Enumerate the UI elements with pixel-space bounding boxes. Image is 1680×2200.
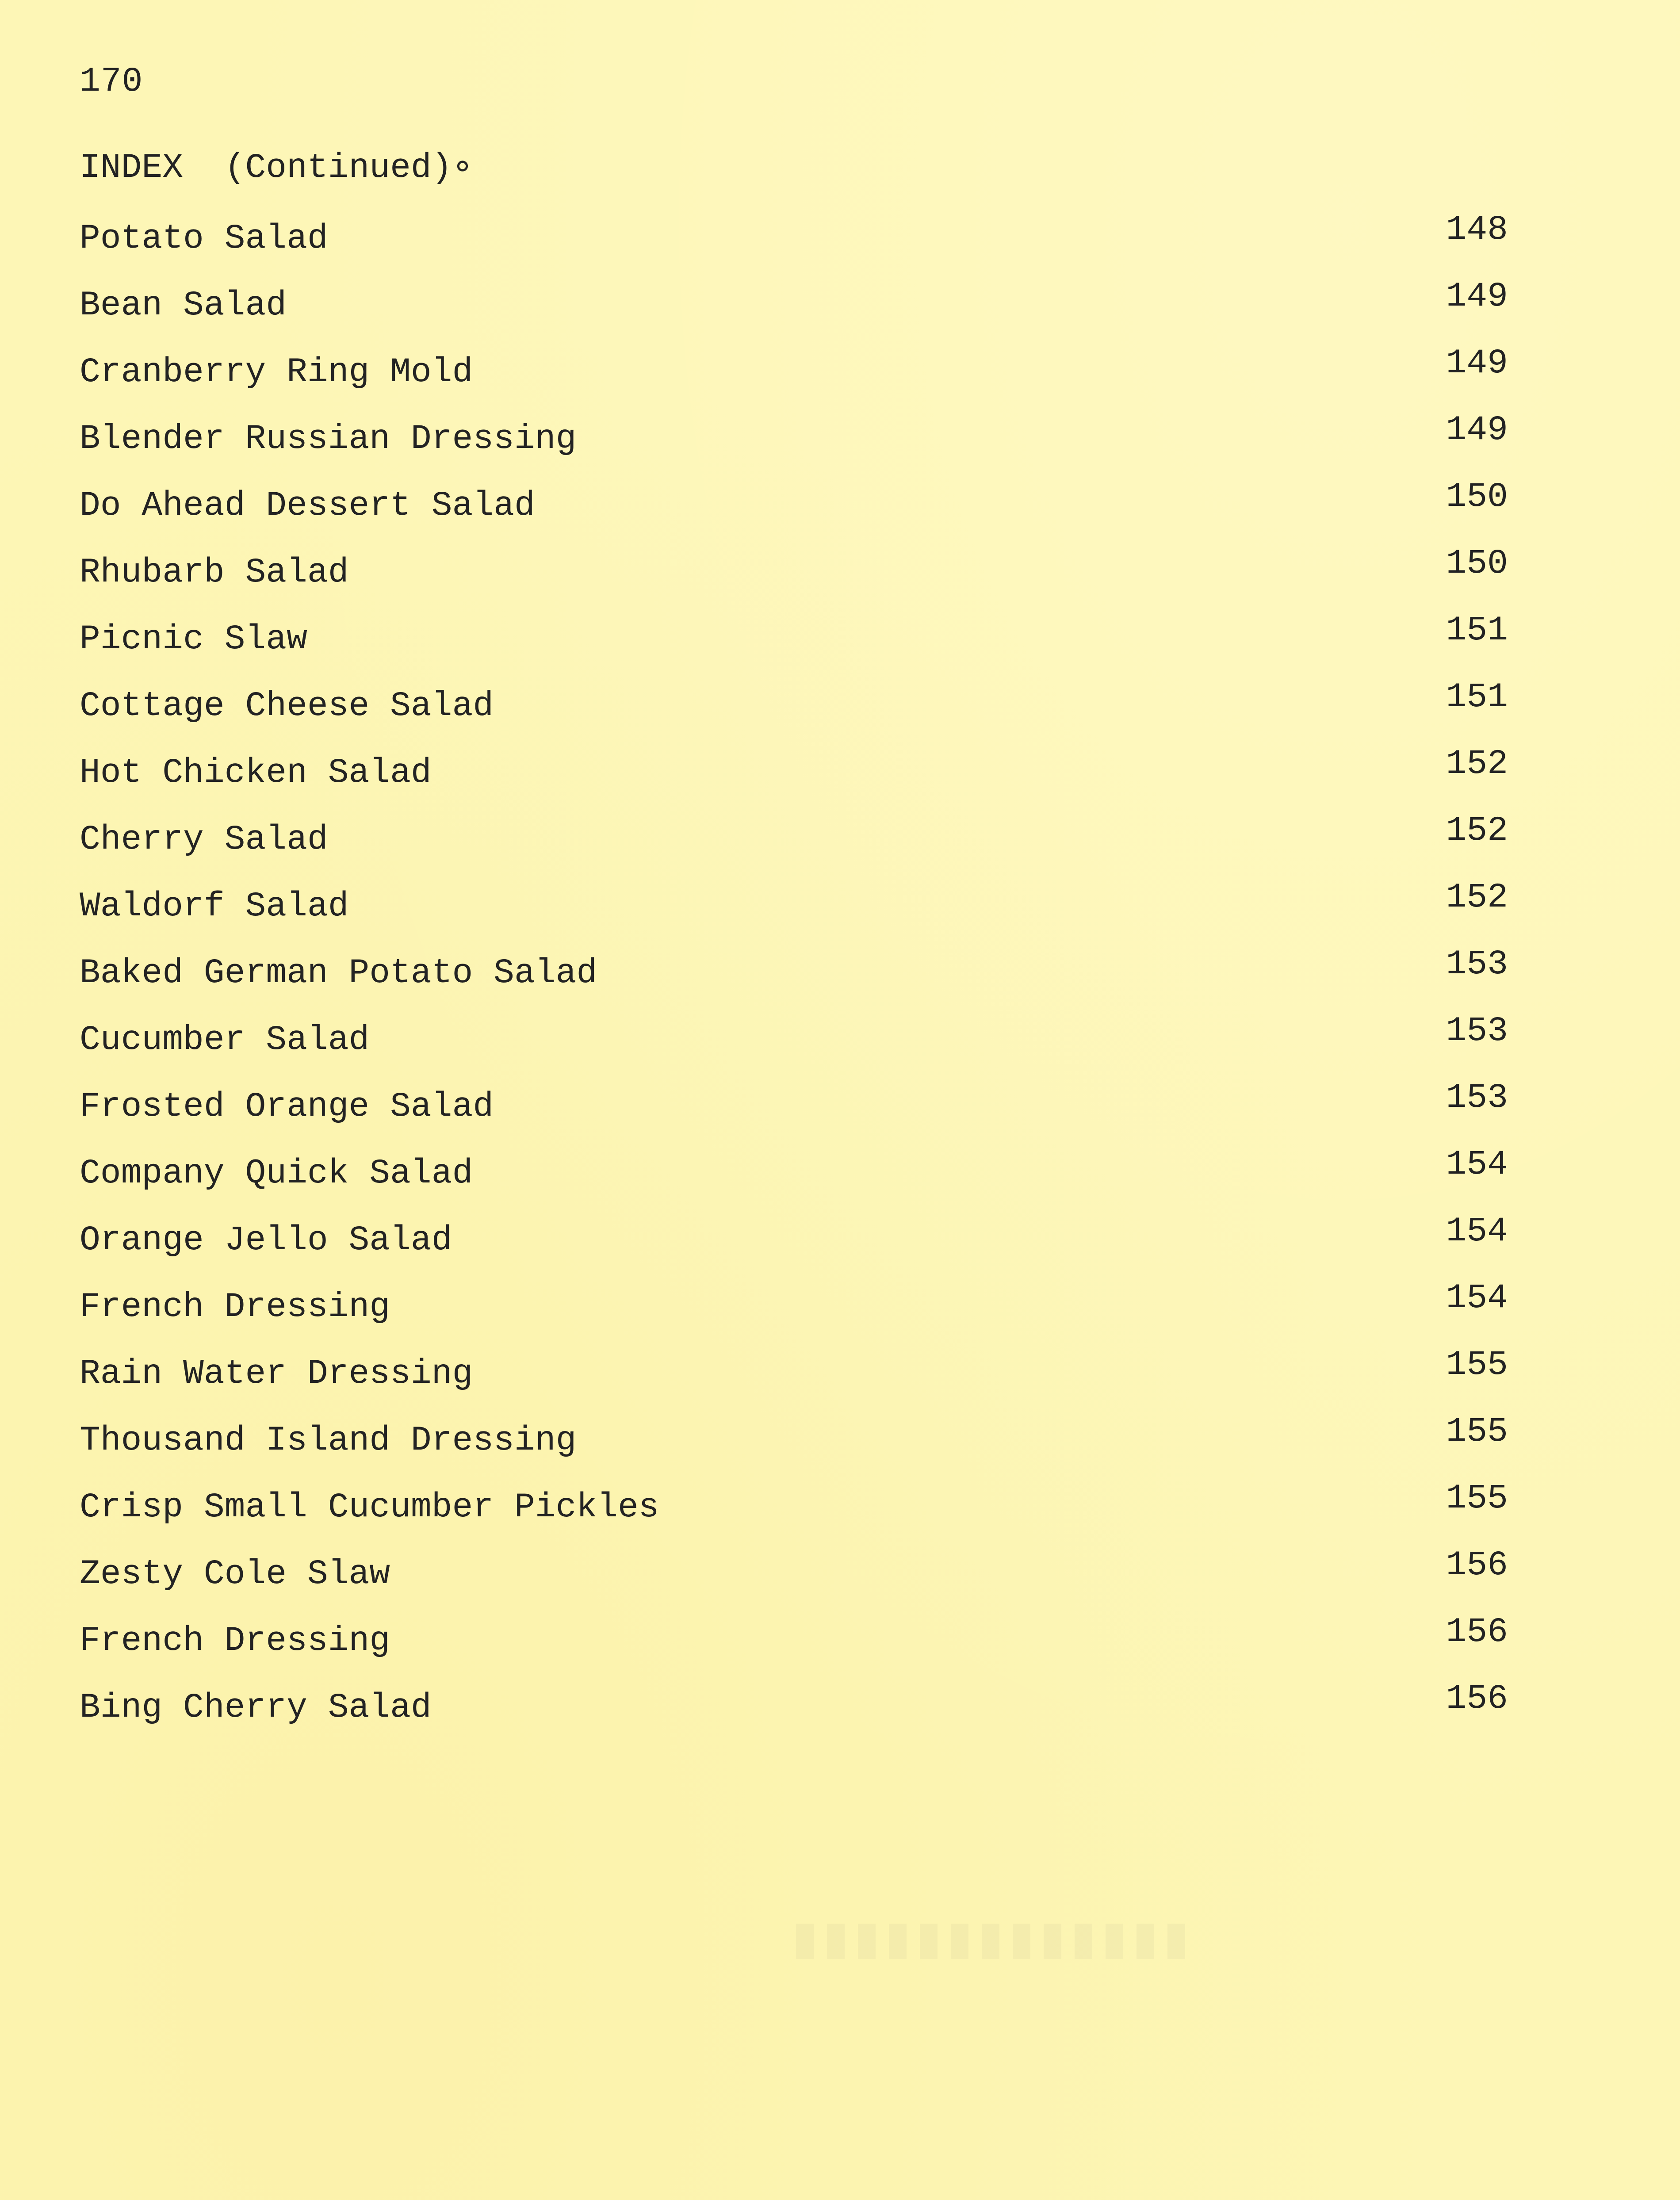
index-entry — [80, 809, 1508, 876]
entry-page-number: 155 — [1446, 1412, 1508, 1451]
index-entry — [80, 1677, 1508, 1744]
dot-leader — [589, 417, 1428, 461]
entry-page-number: 154 — [1446, 1145, 1508, 1184]
entry-page-number: 156 — [1446, 1613, 1508, 1652]
entry-page-number: 153 — [1446, 1012, 1508, 1051]
entry-page-number: 153 — [1446, 945, 1508, 984]
index-entry — [80, 475, 1508, 542]
index-entries-list — [80, 208, 1508, 1744]
dot-leader — [486, 1352, 1428, 1396]
index-entry — [80, 1143, 1508, 1209]
index-entry — [80, 742, 1508, 809]
dot-leader — [466, 1218, 1428, 1263]
index-entry — [80, 1543, 1508, 1610]
entry-page-number: 156 — [1446, 1680, 1508, 1718]
entry-page-number: 152 — [1446, 878, 1508, 917]
entry-name: Frosted Orange Salad — [80, 1087, 494, 1126]
dot-leader — [445, 1686, 1428, 1730]
entry-name: Picnic Slaw — [80, 620, 307, 659]
entry-name: French Dressing — [80, 1622, 390, 1661]
entry-name: Waldorf Salad — [80, 887, 349, 926]
entry-name: Thousand Island Dressing — [80, 1421, 577, 1460]
index-entry — [80, 876, 1508, 942]
index-entry — [80, 1343, 1508, 1410]
index-entry — [80, 1209, 1508, 1276]
entry-page-number: 152 — [1446, 745, 1508, 784]
entry-name: Cucumber Salad — [80, 1021, 370, 1060]
index-title: INDEX (Continued)∘ — [80, 149, 473, 187]
index-entry — [80, 1009, 1508, 1076]
dot-leader — [321, 617, 1428, 662]
entry-name: French Dressing — [80, 1288, 390, 1327]
entry-page-number: 150 — [1446, 478, 1508, 517]
dot-leader — [383, 1018, 1428, 1062]
index-entry — [80, 1276, 1508, 1343]
entry-name: Company Quick Salad — [80, 1154, 473, 1193]
entry-page-number: 149 — [1446, 411, 1508, 450]
index-entry — [80, 942, 1508, 1009]
dot-leader — [548, 484, 1428, 528]
dot-leader — [610, 951, 1428, 995]
entry-name: Baked German Potato Salad — [80, 954, 597, 993]
entry-name: Cottage Cheese Salad — [80, 687, 494, 726]
entry-name: Crisp Small Cucumber Pickles — [80, 1488, 659, 1527]
index-entry — [80, 608, 1508, 675]
index-entry — [80, 542, 1508, 608]
entry-page-number: 153 — [1446, 1079, 1508, 1117]
index-entry — [80, 275, 1508, 341]
entry-page-number: 154 — [1446, 1212, 1508, 1251]
dot-leader — [507, 684, 1428, 728]
index-entry — [80, 208, 1508, 275]
bleed-through-shadow — [796, 1924, 1194, 1959]
entry-name: Rhubarb Salad — [80, 553, 349, 592]
entry-name: Cranberry Ring Mold — [80, 353, 473, 392]
entry-page-number: 148 — [1446, 210, 1508, 249]
entry-page-number: 149 — [1446, 344, 1508, 383]
dot-leader — [403, 1285, 1428, 1329]
entry-name: Rain Water Dressing — [80, 1354, 473, 1393]
entry-page-number: 156 — [1446, 1546, 1508, 1585]
index-entry — [80, 1610, 1508, 1677]
entry-name: Cherry Salad — [80, 820, 328, 859]
index-entry — [80, 1076, 1508, 1143]
dot-leader — [589, 1419, 1428, 1463]
index-entry — [80, 341, 1508, 408]
entry-name: Hot Chicken Salad — [80, 754, 432, 792]
dot-leader — [341, 217, 1428, 261]
page-number: 170 — [80, 62, 143, 101]
entry-name: Bean Salad — [80, 286, 287, 325]
dot-leader — [403, 1619, 1428, 1663]
entry-name: Bing Cherry Salad — [80, 1688, 432, 1727]
index-entry — [80, 1410, 1508, 1477]
index-entry — [80, 408, 1508, 475]
dot-leader — [673, 1485, 1428, 1530]
entry-page-number: 149 — [1446, 277, 1508, 316]
entry-name: Do Ahead Dessert Salad — [80, 486, 535, 525]
dot-leader — [403, 1552, 1428, 1596]
entry-name: Potato Salad — [80, 219, 328, 258]
entry-page-number: 150 — [1446, 544, 1508, 583]
dot-leader — [341, 818, 1428, 862]
index-entry — [80, 1477, 1508, 1543]
index-entry — [80, 675, 1508, 742]
dot-leader — [486, 1152, 1428, 1196]
entry-name: Blender Russian Dressing — [80, 420, 577, 459]
entry-page-number: 155 — [1446, 1479, 1508, 1518]
entry-page-number: 155 — [1446, 1346, 1508, 1385]
entry-page-number: 151 — [1446, 611, 1508, 650]
dot-leader — [486, 350, 1428, 394]
dot-leader — [362, 884, 1429, 929]
entry-name: Zesty Cole Slaw — [80, 1555, 390, 1594]
dot-leader — [507, 1085, 1428, 1129]
dot-leader — [445, 751, 1428, 795]
entry-page-number: 151 — [1446, 678, 1508, 717]
entry-page-number: 154 — [1446, 1279, 1508, 1318]
entry-name: Orange Jello Salad — [80, 1221, 452, 1260]
dot-leader — [362, 551, 1429, 595]
entry-page-number: 152 — [1446, 811, 1508, 850]
dot-leader — [300, 283, 1428, 328]
